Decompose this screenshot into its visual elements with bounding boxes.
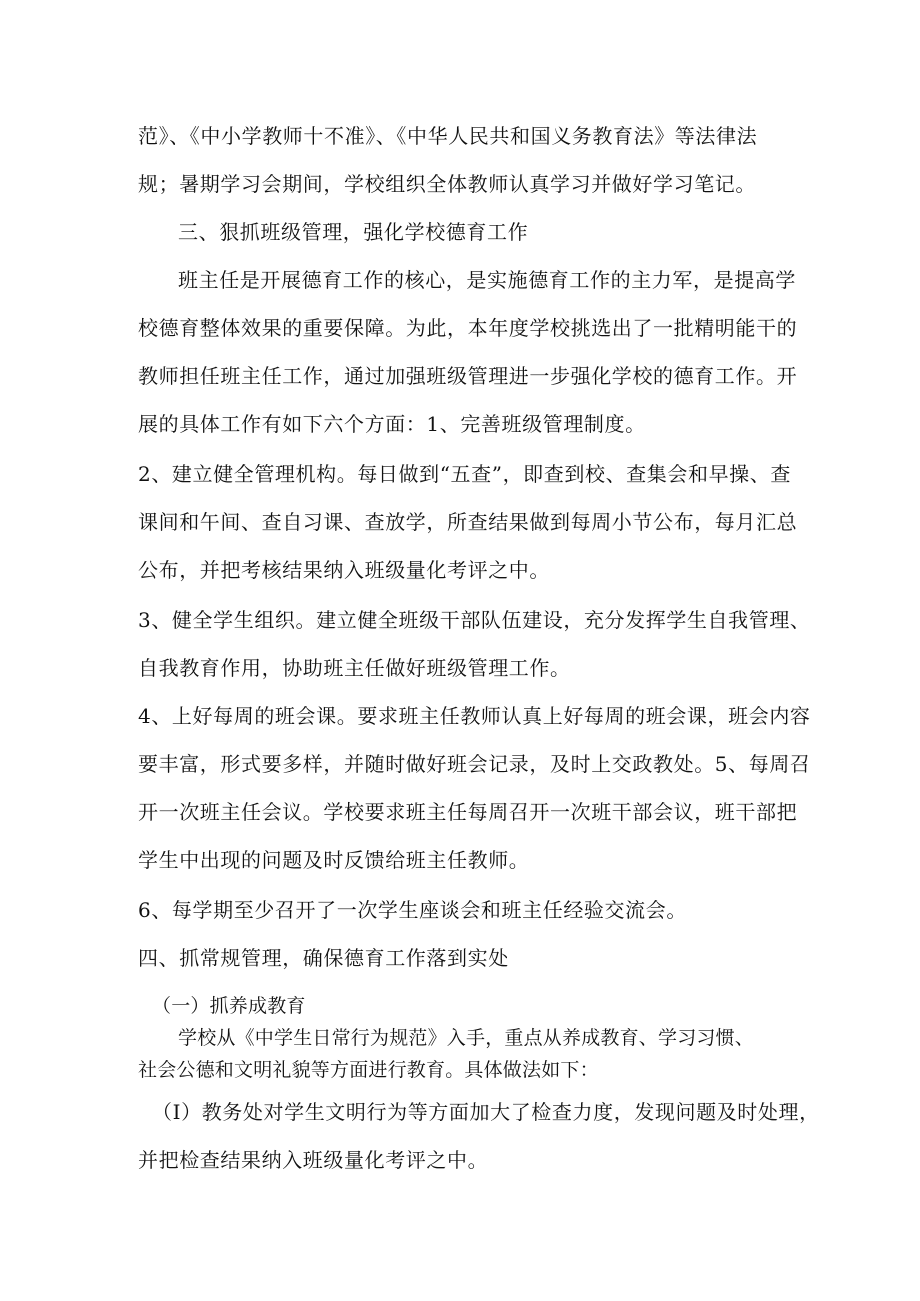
- text-line: 3、健全学生组织。建立健全班级干部队伍建设，充分发挥学生自我管理、: [138, 608, 811, 632]
- subsection-heading: （一）抓养成教育: [152, 995, 306, 1017]
- section-heading: 四、抓常规管理，确保德育工作落到实处: [138, 946, 509, 970]
- text-line: 范》、《中小学教师十不准》、《中华人民共和国义务教育法》等法律法: [138, 124, 758, 148]
- text-line: 6、每学期至少召开了一次学生座谈会和班主任经验交流会。: [138, 898, 687, 922]
- text-line: 社会公德和文明礼貌等方面进行教育。具体做法如下：: [138, 1059, 599, 1081]
- text-line: 校德育整体效果的重要保障。为此，本年度学校挑选出了一批精明能干的: [138, 316, 798, 340]
- text-line: 展的具体工作有如下六个方面：1、完善班级管理制度。: [138, 412, 646, 436]
- text-line: 学校从《中学生日常行为规范》入手，重点从养成教育、学习习惯、: [178, 1027, 755, 1049]
- text-line: （I）教务处对学生文明行为等方面加大了检查力度，发现问题及时处理，: [152, 1100, 820, 1124]
- text-line: 公布，并把考核结果纳入班级量化考评之中。: [138, 558, 550, 582]
- text-line: 班主任是开展德育工作的核心，是实施德育工作的主力军，是提高学: [178, 268, 796, 292]
- text-line: 教师担任班主任工作，通过加强班级管理进一步强化学校的德育工作。开: [138, 364, 798, 388]
- text-line: 4、上好每周的班会课。要求班主任教师认真上好每周的班会课，班会内容: [138, 704, 811, 728]
- text-line: 自我教育作用，协助班主任做好班级管理工作。: [138, 656, 571, 680]
- text-line: 开一次班主任会议。学校要求班主任每周召开一次班干部会议，班干部把: [138, 800, 798, 824]
- text-line: 学生中出现的问题及时反馈给班主任教师。: [138, 848, 530, 872]
- text-line: 并把检查结果纳入班级量化考评之中。: [138, 1148, 489, 1172]
- text-line: 规；暑期学习会期间，学校组织全体教师认真学习并做好学习笔记。: [138, 172, 756, 196]
- section-heading: 三、狠抓班级管理，强化学校德育工作: [178, 220, 529, 244]
- text-line: 课间和午间、查自习课、查放学，所查结果做到每周小节公布，每月汇总: [138, 510, 798, 534]
- text-line: 2、建立健全管理机构。每日做到“五查”，即查到校、查集会和早操、查: [138, 462, 791, 486]
- text-line: 要丰富，形式要多样，并随时做好班会记录，及时上交政教处。5、每周召: [138, 752, 811, 776]
